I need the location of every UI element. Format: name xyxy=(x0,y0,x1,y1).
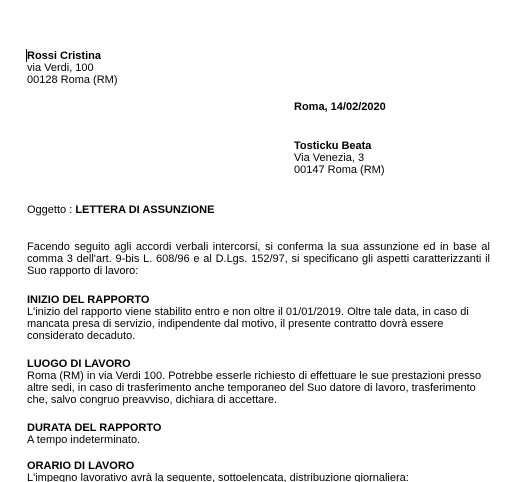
section-heading: DURATA DEL RAPPORTO xyxy=(27,422,162,434)
intro-paragraph xyxy=(27,241,490,277)
section-line: A tempo indeterminato. xyxy=(27,434,141,446)
section-hours xyxy=(27,460,490,482)
place-date-block xyxy=(294,101,386,113)
intro-line: Suo rapporto di lavoro: xyxy=(27,265,139,277)
subject-line xyxy=(27,204,214,216)
subject-label: Oggetto : xyxy=(27,204,73,216)
intro-line: comma 3 dell'art. 9-bis L. 608/96 e al D.Lgs. 152/97, si specificano gli aspetti caratterizzanti il xyxy=(27,253,490,265)
section-start xyxy=(27,294,490,342)
section-duration xyxy=(27,422,490,446)
section-line: Roma (RM) in via Verdi 100. Potrebbe esserle richiesto di effettuare le sue prestazioni presso xyxy=(27,370,482,382)
sender-address: via Verdi, 100 xyxy=(27,62,94,74)
section-line: considerato decaduto. xyxy=(27,330,136,342)
subject-value: LETTERA DI ASSUNZIONE xyxy=(75,204,215,216)
section-line: L'inizio del rapporto viene stabilito entro e non oltre il 01/01/2019. Oltre tale data, in caso di xyxy=(27,306,469,318)
section-line: mancata presa di servizio, indipendente dal motivo, il presente contratto dovrà essere xyxy=(27,318,444,330)
section-line: altre sedi, in caso di trasferimento anche temporaneo del Suo datore di lavoro, trasferimento xyxy=(27,382,476,394)
section-line: L'impegno lavorativo avrà la seguente, sottoelencata, distribuzione giornaliera: xyxy=(27,472,409,482)
intro-line: Facendo seguito agli accordi verbali intercorsi, si conferma la sua assunzione ed in base al xyxy=(27,241,490,253)
sender-block xyxy=(27,50,117,86)
recipient-city: 00147 Roma (RM) xyxy=(294,164,385,176)
sender-city: 00128 Roma (RM) xyxy=(27,74,118,86)
section-heading: LUOGO DI LAVORO xyxy=(27,358,131,370)
recipient-block xyxy=(294,140,384,176)
sender-name: Rossi Cristina xyxy=(27,50,101,62)
section-line: che, salvo congruo preavviso, dichiara di accettare. xyxy=(27,394,278,406)
recipient-address: Via Venezia, 3 xyxy=(294,152,365,164)
recipient-name: Tosticku Beata xyxy=(294,140,372,152)
section-heading: ORARIO DI LAVORO xyxy=(27,460,135,472)
section-heading: INIZIO DEL RAPPORTO xyxy=(27,294,150,306)
place-date: Roma, 14/02/2020 xyxy=(294,101,386,113)
section-workplace xyxy=(27,358,490,406)
